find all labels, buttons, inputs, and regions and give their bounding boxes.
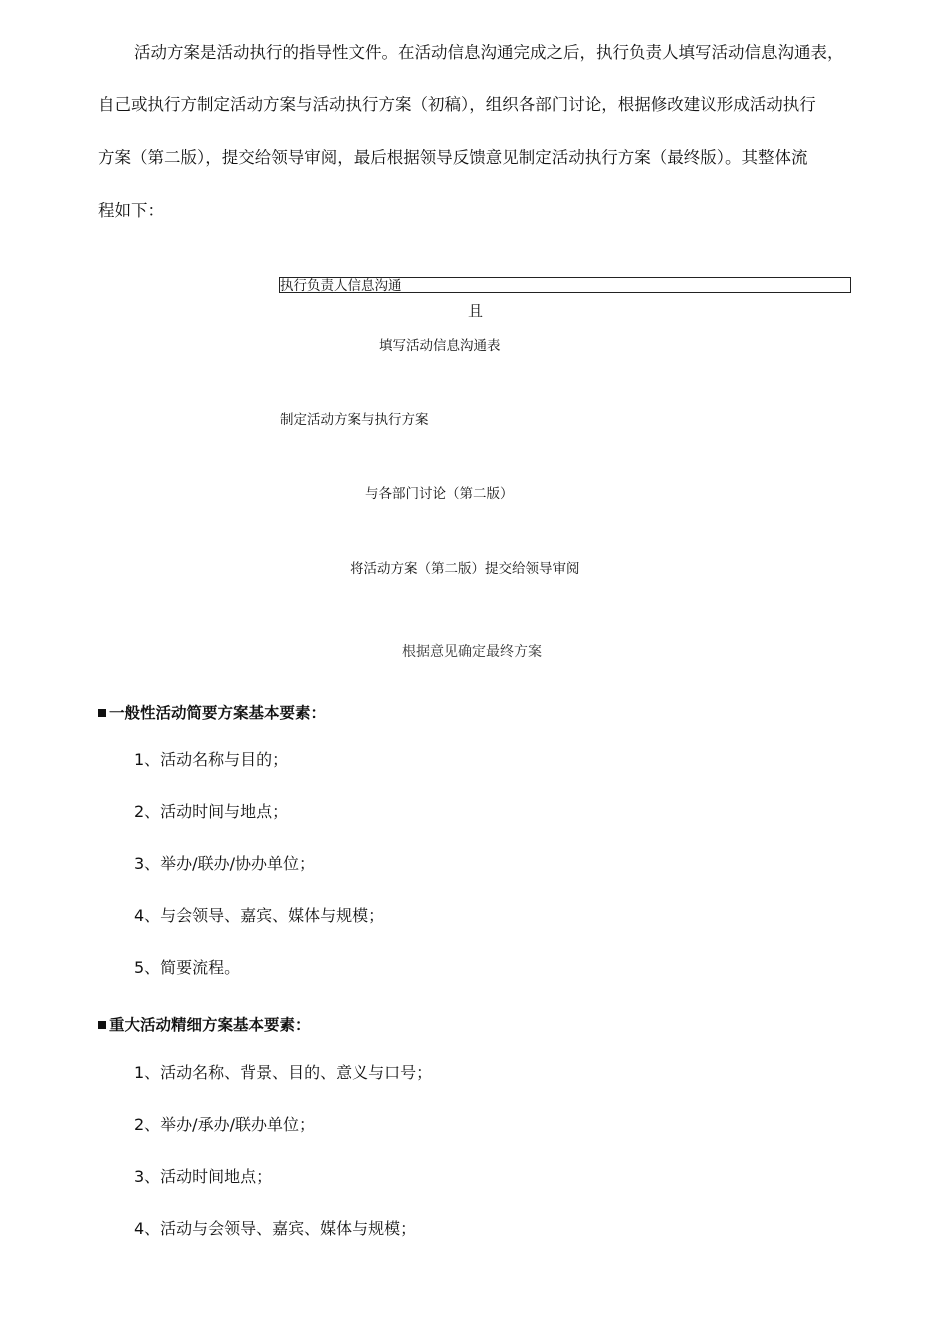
square-bullet-icon [98, 1021, 106, 1029]
flow-start-box [279, 277, 851, 293]
major-section-title: 重大活动精细方案基本要素： [109, 1016, 311, 1034]
general-item-4: 4、与会领导、嘉宾、媒体与规模； [134, 906, 385, 925]
flow-step-3: 与各部门讨论（第二版） [365, 486, 514, 502]
general-item-3: 3、举办/联办/协办单位； [134, 854, 315, 873]
flow-step-4: 将活动方案（第二版）提交给领导审阅 [350, 561, 580, 577]
major-item-1: 1、活动名称、背景、目的、意义与口号； [134, 1063, 433, 1082]
square-bullet-icon [98, 709, 106, 717]
general-section-heading [98, 704, 326, 722]
intro-line-4: 程如下： [98, 201, 164, 220]
general-item-5: 5、简要流程。 [134, 958, 241, 977]
intro-line-1: 活动方案是活动执行的指导性文件。在活动信息沟通完成之后，执行负责人填写活动信息沟通表， [134, 43, 844, 62]
major-item-2: 2、举办/承办/联办单位； [134, 1115, 315, 1134]
general-item-2: 2、活动时间与地点； [134, 802, 289, 821]
flow-arrow-glyph: 且 [468, 302, 484, 320]
flow-step-2: 制定活动方案与执行方案 [280, 412, 429, 428]
flow-start-label: 执行负责人信息沟通 [280, 278, 402, 294]
flow-final-step: 根据意见确定最终方案 [402, 644, 542, 660]
flow-step-1: 填写活动信息沟通表 [379, 338, 501, 354]
intro-line-2: 自己或执行方制定活动方案与活动执行方案（初稿），组织各部门讨论，根据修改建议形成活动执行 [98, 95, 816, 114]
major-item-4: 4、活动与会领导、嘉宾、媒体与规模； [134, 1219, 417, 1238]
intro-line-3: 方案（第二版），提交给领导审阅，最后根据领导反馈意见制定活动执行方案（最终版）。其整体流 [98, 148, 808, 167]
general-section-title: 一般性活动简要方案基本要素： [109, 704, 327, 722]
major-item-3: 3、活动时间地点； [134, 1167, 273, 1186]
general-item-1: 1、活动名称与目的； [134, 750, 289, 769]
major-section-heading [98, 1016, 311, 1034]
